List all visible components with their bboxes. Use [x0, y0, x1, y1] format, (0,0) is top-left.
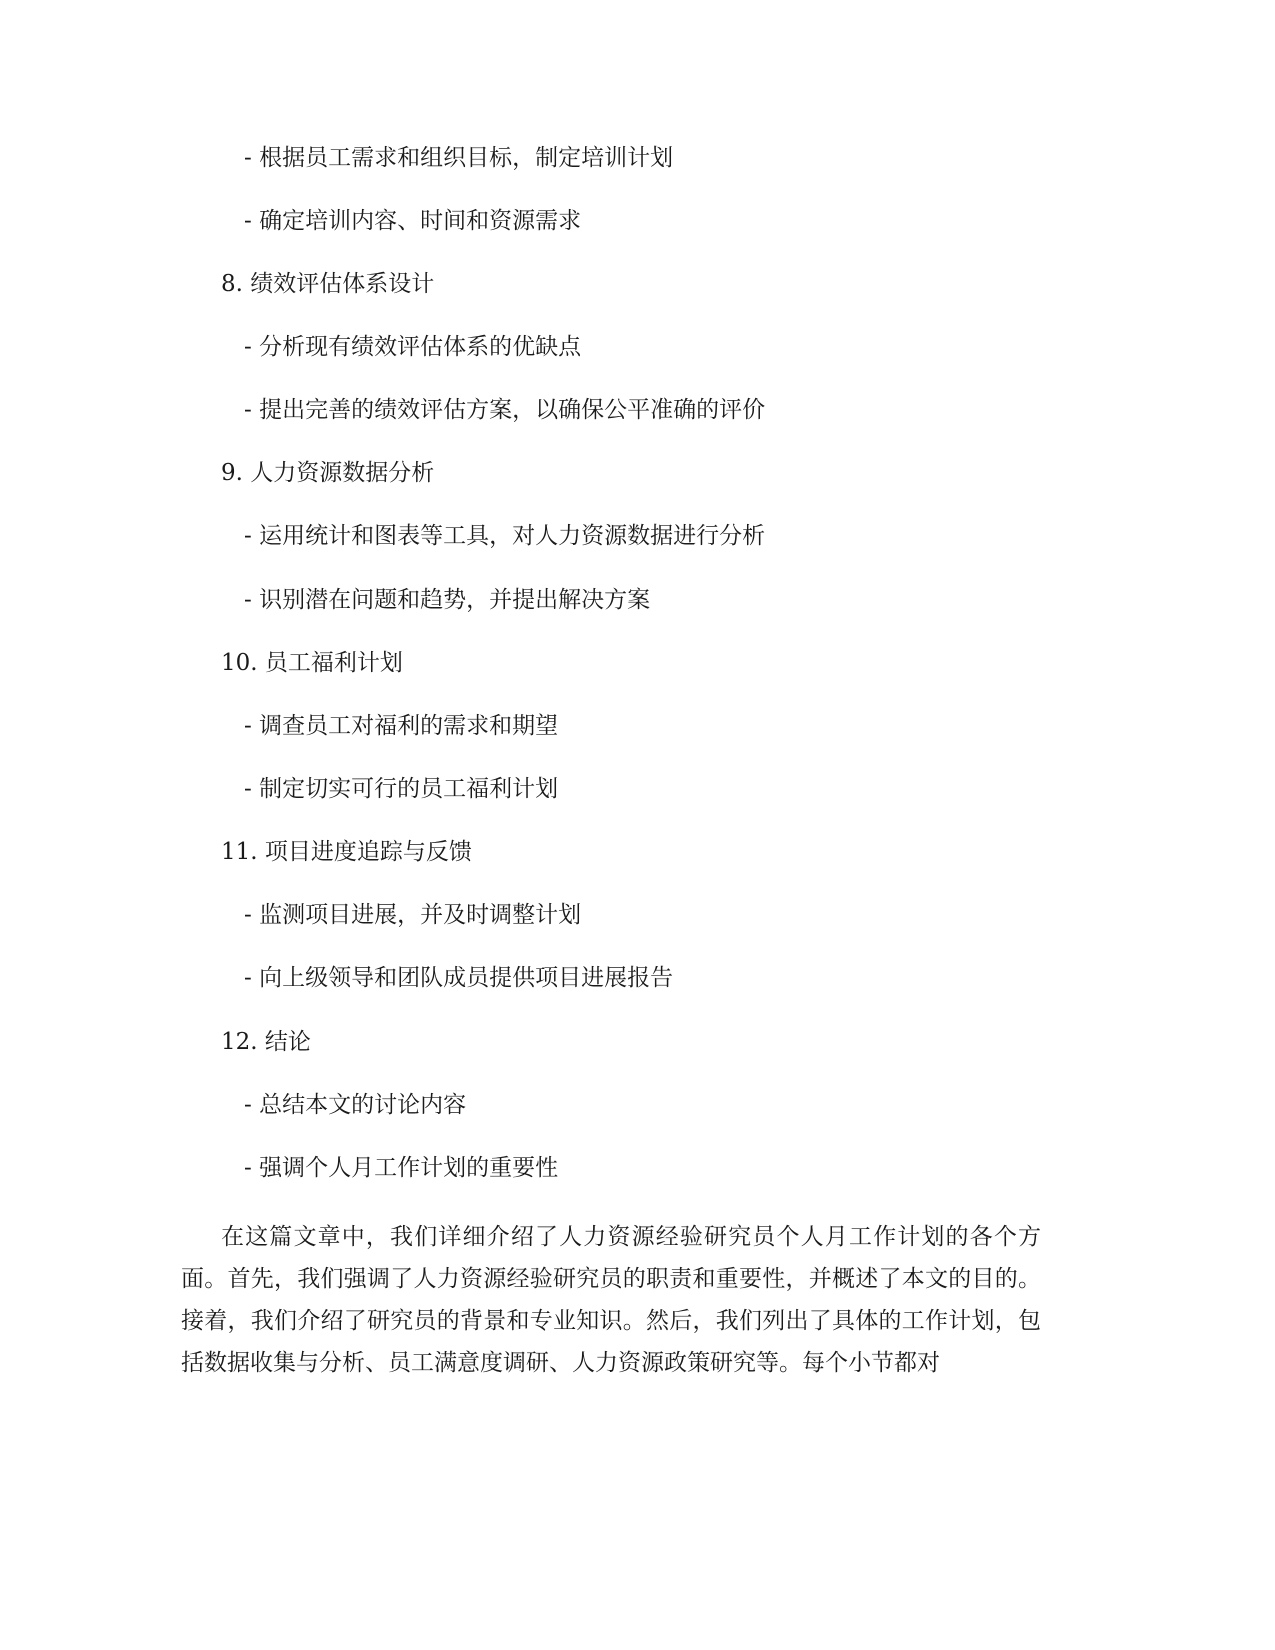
conclusion-paragraph: 在这篇文章中，我们详细介绍了人力资源经验研究员个人月工作计划的各个方面。首先，我们强调了人力资源经验研究员的职责和重要性，并概述了本文的目的。接着，我们介绍了研究员的背景和专业知识。然后，我们列出了具体的工作计划，包括数据收集与分析、员工满意度调研、人力资源政策研究等。每个小节都对: [181, 1224, 1041, 1376]
outline-subitem: - 分析现有绩效评估体系的优缺点: [244, 334, 582, 360]
outline-subitem: - 向上级领导和团队成员提供项目进展报告: [244, 965, 674, 991]
outline-subitem: - 运用统计和图表等工具，对人力资源数据进行分析: [244, 523, 766, 549]
outline-subitem: - 监测项目进展，并及时调整计划: [244, 902, 582, 928]
outline-subitem: - 总结本文的讨论内容: [244, 1092, 467, 1118]
outline-heading: 9. 人力资源数据分析: [221, 460, 435, 486]
outline-subitem: - 确定培训内容、时间和资源需求: [244, 208, 582, 234]
outline-heading: 11. 项目进度追踪与反馈: [221, 839, 472, 865]
outline-heading: 8. 绩效评估体系设计: [221, 271, 435, 297]
outline-heading: 10. 员工福利计划: [221, 650, 403, 676]
outline-subitem: - 强调个人月工作计划的重要性: [244, 1155, 559, 1181]
outline-subitem: - 识别潜在问题和趋势，并提出解决方案: [244, 587, 651, 613]
outline-heading: 12. 结论: [221, 1029, 311, 1055]
outline-subitem: - 提出完善的绩效评估方案，以确保公平准确的评价: [244, 397, 766, 423]
outline-subitem: - 根据员工需求和组织目标，制定培训计划: [244, 145, 674, 171]
outline-subitem: - 制定切实可行的员工福利计划: [244, 776, 559, 802]
outline-subitem: - 调查员工对福利的需求和期望: [244, 713, 559, 739]
